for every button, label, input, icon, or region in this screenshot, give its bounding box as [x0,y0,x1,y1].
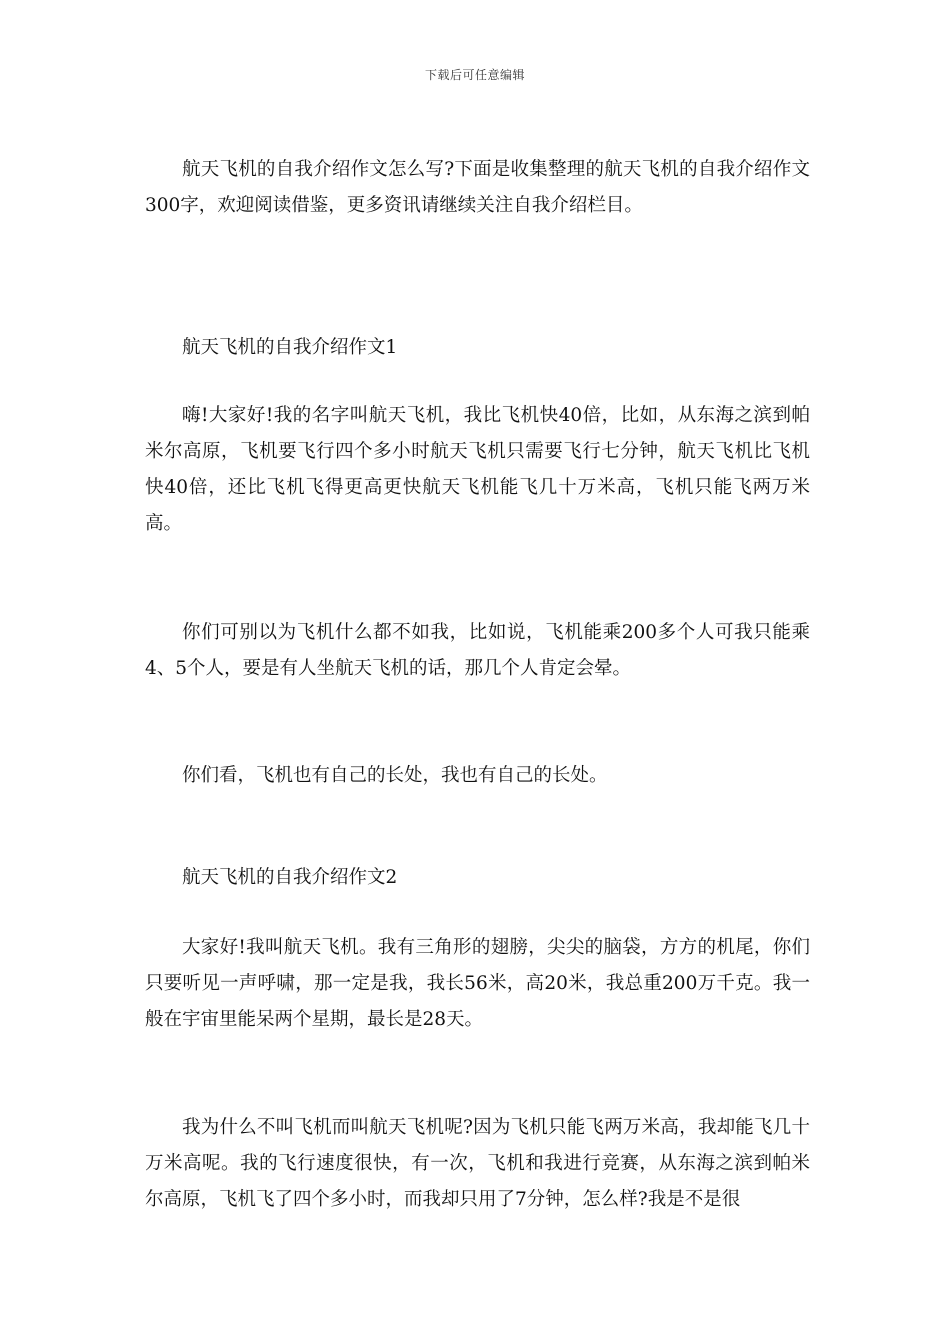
section-1-paragraph-1: 嗨!大家好!我的名字叫航天飞机，我比飞机快40倍，比如，从东海之滨到帕米尔高原，飞机要飞行四个多小时航天飞机只需要飞行七分钟，航天飞机比飞机快40倍，还比飞机飞得更高更快航天飞机能飞几十万米高，飞机只能飞两万米高。 [145,405,810,534]
intro-paragraph: 航天飞机的自我介绍作文怎么写?下面是收集整理的航天飞机的自我介绍作文300字，欢迎阅读借鉴，更多资讯请继续关注自我介绍栏目。 [145,159,810,216]
section-1-title: 航天飞机的自我介绍作文1 [182,337,398,358]
section-2-title: 航天飞机的自我介绍作文2 [182,867,398,888]
section-1-paragraph-2: 你们可别以为飞机什么都不如我，比如说，飞机能乘200多个人可我只能乘4、5个人，要是有人坐航天飞机的话，那几个人肯定会晕。 [145,622,810,679]
page-header: 下载后可任意编辑 [424,68,525,82]
section-1-paragraph-3: 你们看，飞机也有自己的长处，我也有自己的长处。 [182,765,608,786]
section-2-paragraph-1: 大家好!我叫航天飞机。我有三角形的翅膀，尖尖的脑袋，方方的机尾，你们只要听见一声呼啸，那一定是我，我长56米，高20米，我总重200万千克。我一般在宇宙里能呆两个星期，最长是28天。 [145,937,810,1030]
section-2-paragraph-2: 我为什么不叫飞机而叫航天飞机呢?因为飞机只能飞两万米高，我却能飞几十万米高呢。我的飞行速度很快，有一次，飞机和我进行竞赛，从东海之滨到帕米尔高原，飞机飞了四个多小时，而我却只用了7分钟，怎么样?我是不是很 [145,1117,810,1210]
